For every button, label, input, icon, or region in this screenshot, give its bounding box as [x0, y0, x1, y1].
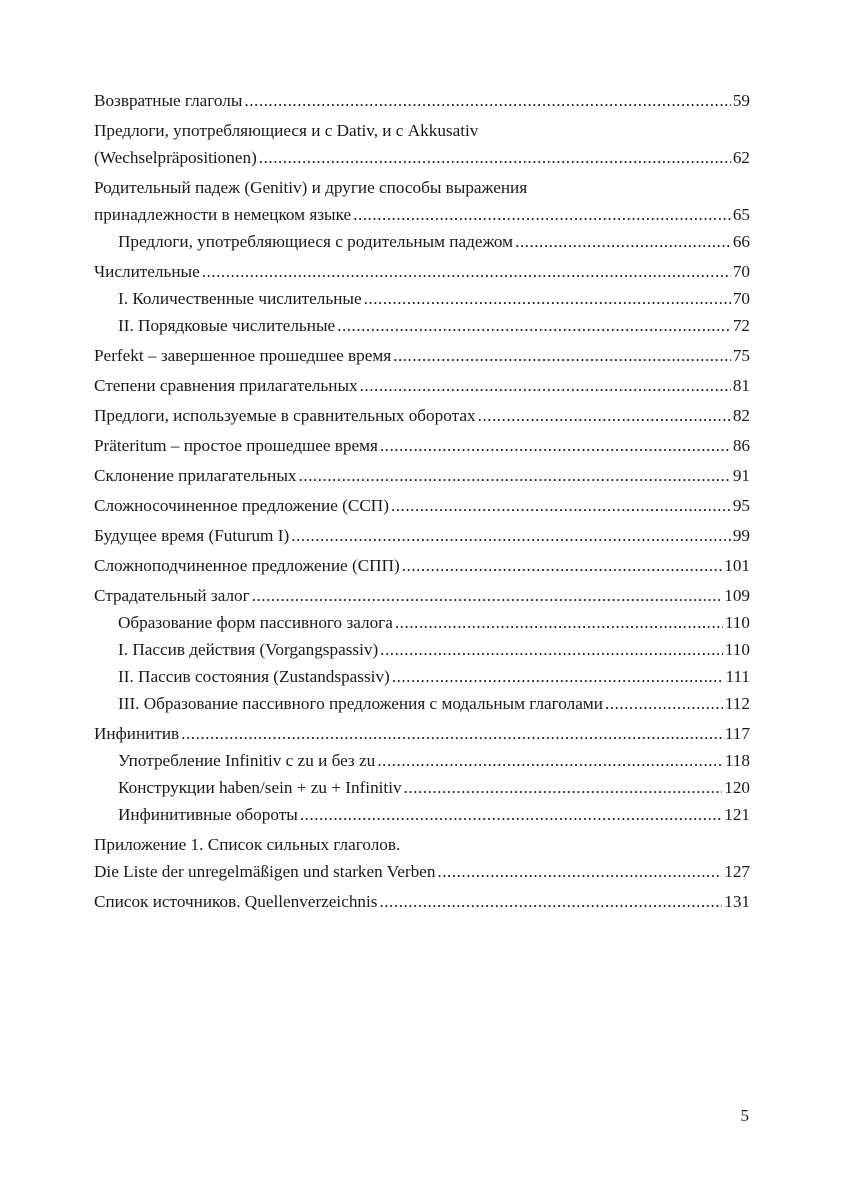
toc-entry — [94, 690, 750, 717]
toc-entry — [94, 747, 750, 774]
toc-entry-title-line: Родительный падеж (Genitiv) и другие способы выражения — [94, 178, 528, 197]
toc-entry-page: 112 — [724, 694, 750, 713]
dot-leader — [478, 402, 731, 429]
toc-entry-page: 86 — [732, 436, 750, 455]
toc-entry-line — [94, 402, 750, 429]
toc-entry-line — [94, 342, 750, 369]
toc-entry-page: 110 — [724, 613, 750, 632]
toc-entry-line — [118, 801, 750, 828]
toc-entry-page: 127 — [724, 862, 750, 881]
toc-entry-title: Употребление Infinitiv с zu и без zu — [118, 751, 376, 770]
dot-leader — [380, 432, 731, 459]
toc-entry-title: Возвратные глаголы — [94, 91, 243, 110]
dot-leader — [380, 636, 723, 663]
toc-entry-page: 75 — [732, 346, 750, 365]
toc-entry-title: Предлоги, используемые в сравнительных оборотах — [94, 406, 476, 425]
toc-entry — [94, 258, 750, 285]
toc-entry-line — [118, 609, 750, 636]
toc-entry-title: Сложноподчиненное предложение (СПП) — [94, 556, 400, 575]
toc-entry — [94, 636, 750, 663]
toc-entry-title: II. Порядковые числительные — [118, 316, 336, 335]
toc-entry-page: 118 — [724, 751, 750, 770]
toc-entry-title: Образование форм пассивного залога — [118, 613, 393, 632]
dot-leader — [298, 462, 730, 489]
toc-entry-title: I. Пассив действия (Vorgangspassiv) — [118, 640, 379, 659]
toc-entry-title: Конструкции haben/sein + zu + Infinitiv — [118, 778, 402, 797]
toc-entry — [94, 582, 750, 609]
dot-leader — [181, 720, 723, 747]
toc-entry-line — [94, 87, 750, 114]
toc-entry-line — [94, 432, 750, 459]
toc-entry-title: (Wechselpräpositionen) — [94, 148, 257, 167]
toc-entry — [94, 462, 750, 489]
toc-entry — [94, 522, 750, 549]
toc-entry-page: 117 — [724, 724, 750, 743]
toc-entry — [94, 801, 750, 828]
dot-leader — [252, 582, 723, 609]
toc-entry — [94, 174, 750, 228]
toc-entry-line — [94, 201, 750, 228]
toc-entry-line — [94, 492, 750, 519]
toc-entry-page: 70 — [732, 289, 750, 308]
toc-entry-line — [94, 552, 750, 579]
toc-entry-title: Будущее время (Futurum I) — [94, 526, 290, 545]
toc-entry-line — [118, 312, 750, 339]
toc-entry-title: Сложносочиненное предложение (ССП) — [94, 496, 389, 515]
toc-entry-page: 91 — [732, 466, 750, 485]
toc-entry-line — [94, 858, 750, 885]
toc-entry — [94, 492, 750, 519]
toc-entry-title: I. Количественные числительные — [118, 289, 362, 308]
toc-entry-line — [118, 747, 750, 774]
dot-leader — [515, 228, 731, 255]
toc-entry-page: 101 — [724, 556, 750, 575]
toc-entry — [94, 552, 750, 579]
page-number: 5 — [740, 1106, 749, 1125]
toc-entry — [94, 402, 750, 429]
toc-entry-line — [94, 888, 750, 915]
toc-entry-title: Страдательный залог — [94, 586, 250, 605]
toc-entry — [94, 888, 750, 915]
toc-entry-page: 131 — [724, 892, 750, 911]
toc-entry-line — [94, 144, 750, 171]
toc-entry — [94, 720, 750, 747]
toc-entry — [94, 228, 750, 255]
toc-entry-page: 62 — [732, 148, 750, 167]
dot-leader — [244, 87, 730, 114]
toc-entry — [94, 285, 750, 312]
toc-entry — [94, 831, 750, 885]
toc-entry-title-line: Приложение 1. Список сильных глаголов. — [94, 835, 401, 854]
toc-entry-title: Инфинитив — [94, 724, 180, 743]
toc-entry-page: 99 — [732, 526, 750, 545]
table-of-contents — [94, 84, 750, 915]
toc-entry-page: 120 — [724, 778, 750, 797]
toc-entry-line — [118, 285, 750, 312]
toc-entry-line — [94, 462, 750, 489]
toc-entry-title: III. Образование пассивного предложения с модальным глаголами — [118, 694, 603, 713]
toc-entry — [94, 774, 750, 801]
toc-entry-line — [118, 636, 750, 663]
toc-entry-line — [94, 372, 750, 399]
toc-entry — [94, 87, 750, 114]
dot-leader — [364, 285, 731, 312]
toc-entry-page: 72 — [732, 316, 750, 335]
toc-entry-page: 66 — [732, 232, 750, 251]
dot-leader — [360, 372, 731, 399]
toc-entry-line — [94, 720, 750, 747]
toc-entry-title: Числительные — [94, 262, 200, 281]
toc-entry-line — [94, 258, 750, 285]
toc-entry-title: принадлежности в немецком языке — [94, 205, 352, 224]
toc-entry — [94, 117, 750, 171]
toc-entry — [94, 312, 750, 339]
dot-leader — [391, 492, 731, 519]
toc-entry-title: Степени сравнения прилагательных — [94, 376, 358, 395]
toc-entry — [94, 342, 750, 369]
toc-entry-line — [118, 774, 750, 801]
toc-entry-page: 65 — [732, 205, 750, 224]
toc-entry-page: 95 — [732, 496, 750, 515]
toc-entry-page: 109 — [724, 586, 750, 605]
toc-entry-page: 70 — [732, 262, 750, 281]
dot-leader — [402, 552, 722, 579]
toc-entry-title: Инфинитивные обороты — [118, 805, 298, 824]
toc-entry-title: Die Liste der unregelmäßigen und starken Verben — [94, 862, 436, 881]
dot-leader — [437, 858, 722, 885]
dot-leader — [392, 663, 724, 690]
toc-entry — [94, 663, 750, 690]
toc-entry-page: 82 — [732, 406, 750, 425]
dot-leader — [393, 342, 731, 369]
toc-entry-line — [118, 228, 750, 255]
dot-leader — [377, 747, 723, 774]
dot-leader — [379, 888, 722, 915]
dot-leader — [300, 801, 722, 828]
toc-entry-page: 110 — [724, 640, 750, 659]
toc-entry-title-line: Предлоги, употребляющиеся и с Dativ, и с Akkusativ — [94, 121, 479, 140]
dot-leader — [395, 609, 723, 636]
toc-entry-title: Список источников. Quellenverzeichnis — [94, 892, 378, 911]
toc-entry — [94, 609, 750, 636]
dot-leader — [291, 522, 731, 549]
toc-entry-line — [118, 690, 750, 717]
toc-entry-title: Perfekt – завершенное прошедшее время — [94, 346, 392, 365]
toc-entry-line — [118, 663, 750, 690]
toc-entry-line — [94, 522, 750, 549]
dot-leader — [202, 258, 731, 285]
toc-entry — [94, 432, 750, 459]
toc-entry-page: 59 — [732, 91, 750, 110]
toc-entry-page: 121 — [724, 805, 750, 824]
toc-entry — [94, 372, 750, 399]
toc-entry-line — [94, 582, 750, 609]
toc-entry-title: Präteritum – простое прошедшее время — [94, 436, 378, 455]
dot-leader — [404, 774, 723, 801]
dot-leader — [259, 144, 731, 171]
toc-entry-page: 81 — [732, 376, 750, 395]
toc-entry-title: II. Пассив состояния (Zustandspassiv) — [118, 667, 390, 686]
dot-leader — [337, 312, 731, 339]
toc-entry-title: Предлоги, употребляющиеся с родительным падежом — [118, 232, 514, 251]
dot-leader — [605, 690, 723, 717]
toc-entry-page: 111 — [725, 667, 750, 686]
toc-entry-title: Склонение прилагательных — [94, 466, 297, 485]
dot-leader — [353, 201, 731, 228]
